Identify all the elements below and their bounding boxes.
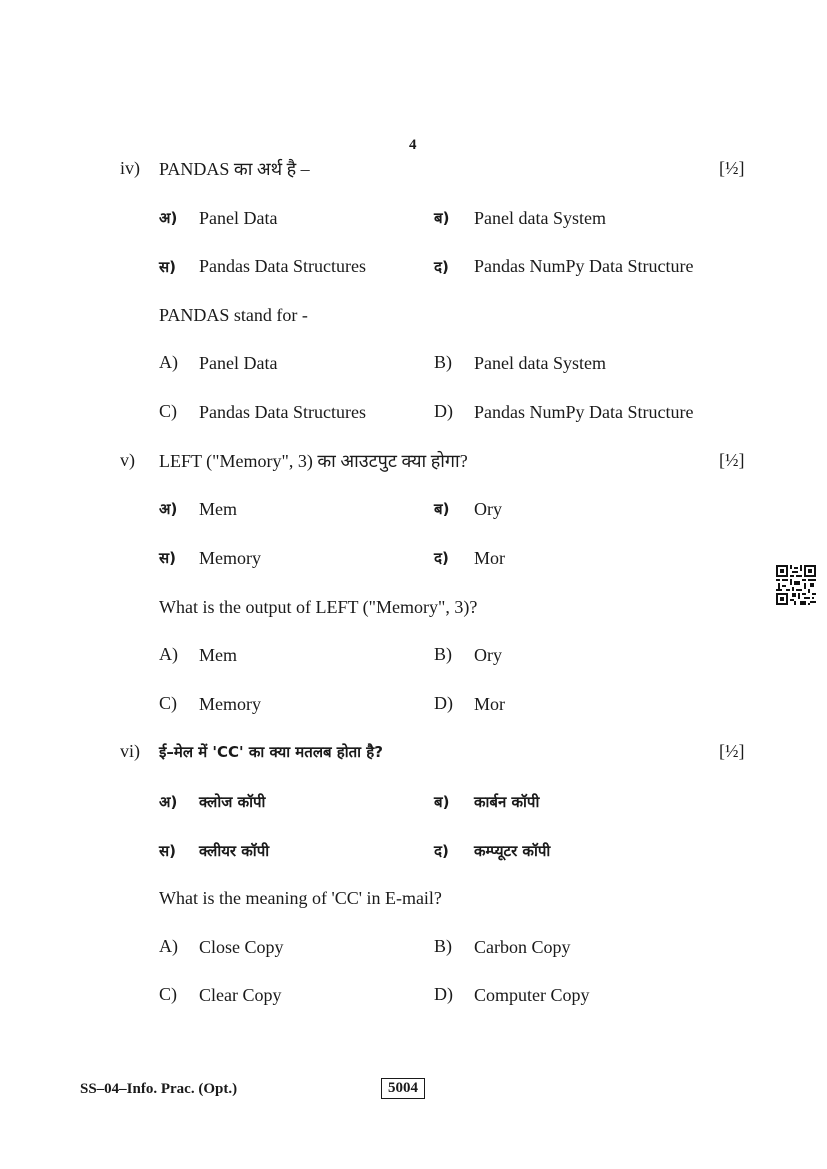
option-text: कम्प्यूटर कॉपी (474, 842, 551, 860)
option-text: Ory (474, 645, 502, 665)
question-text-english: PANDAS stand for - (159, 305, 308, 325)
option-label: C) (159, 984, 177, 1004)
qr-code-icon (776, 565, 816, 605)
option-label: ब) (434, 500, 450, 518)
question-text-english: What is the output of LEFT ("Memory", 3)? (159, 597, 478, 617)
option-text: Pandas NumPy Data Structure (474, 256, 694, 276)
option-label: अ) (159, 793, 178, 811)
option-label: द) (434, 842, 449, 860)
option-label: A) (159, 352, 178, 372)
option-label: स) (159, 258, 176, 276)
marks-label: [½] (719, 741, 745, 761)
option-text: क्लोज कॉपी (199, 793, 266, 811)
option-text: Panel data System (474, 353, 606, 373)
option-label: C) (159, 401, 177, 421)
option-label: D) (434, 693, 453, 713)
option-text: Mor (474, 548, 505, 568)
option-label: B) (434, 352, 452, 372)
option-label: द) (434, 549, 449, 567)
option-text: Panel Data (199, 208, 278, 228)
option-text: Clear Copy (199, 985, 282, 1005)
option-text: Carbon Copy (474, 937, 571, 957)
option-label: स) (159, 842, 176, 860)
marks-label: [½] (719, 450, 745, 470)
option-text: Pandas Data Structures (199, 256, 366, 276)
page-number: 4 (409, 137, 417, 153)
option-label: A) (159, 644, 178, 664)
question-text-hindi: ई–मेल में 'CC' का क्या मतलब होता है? (159, 743, 383, 761)
option-label: ब) (434, 793, 450, 811)
option-text: Pandas NumPy Data Structure (474, 402, 694, 422)
option-text: कार्बन कॉपी (474, 793, 540, 811)
question-text-hindi: LEFT ("Memory", 3) का आउटपुट क्या होगा? (159, 451, 468, 471)
option-label: D) (434, 401, 453, 421)
option-label: द) (434, 258, 449, 276)
question-number: v) (120, 450, 135, 470)
option-label: अ) (159, 209, 178, 227)
option-text: Panel Data (199, 353, 278, 373)
question-text-english: What is the meaning of 'CC' in E-mail? (159, 888, 442, 908)
question-hindi-text: PANDAS का अर्थ है – (159, 159, 310, 179)
option-text: Close Copy (199, 937, 284, 957)
footer-paper-code: 5004 (381, 1078, 425, 1099)
option-label: A) (159, 936, 178, 956)
question-number: iv) (120, 158, 140, 178)
option-text: Ory (474, 499, 502, 519)
option-text: Mem (199, 499, 237, 519)
option-text: Memory (199, 694, 261, 714)
option-label: B) (434, 936, 452, 956)
option-text: क्लीयर कॉपी (199, 842, 270, 860)
footer-subject-code: SS–04–Info. Prac. (Opt.) (80, 1081, 238, 1097)
option-label: ब) (434, 209, 450, 227)
option-text: Memory (199, 548, 261, 568)
option-text: Computer Copy (474, 985, 590, 1005)
question-number: vi) (120, 741, 140, 761)
option-text: Panel data System (474, 208, 606, 228)
option-label: C) (159, 693, 177, 713)
option-label: स) (159, 549, 176, 567)
option-text: Mem (199, 645, 237, 665)
option-text: Pandas Data Structures (199, 402, 366, 422)
question-text-hindi (159, 158, 310, 180)
option-label: D) (434, 984, 453, 1004)
option-label: B) (434, 644, 452, 664)
marks-label: [½] (719, 158, 745, 178)
option-label: अ) (159, 500, 178, 518)
option-text: Mor (474, 694, 505, 714)
